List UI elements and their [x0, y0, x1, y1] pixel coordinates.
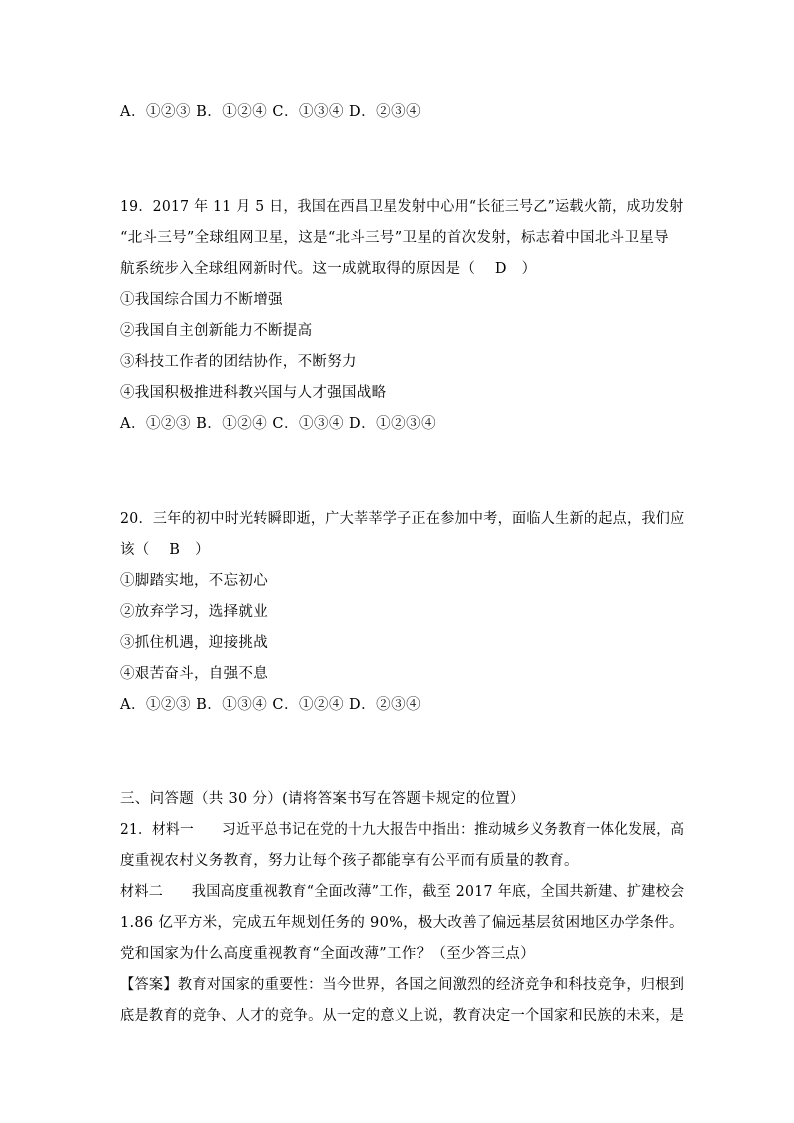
q21-answer-line-1: 【答案】教育对国家的重要性：当今世界，各国之间激烈的经济竞争和科技竞争，归根到	[120, 977, 685, 993]
q20-stem-line-2: 该（ B ）	[120, 542, 210, 558]
q20-item-3: ③抓住机遇，迎接挑战	[120, 635, 268, 651]
q21-line-4: 1.86 亿平方米，完成五年规划任务的 90%，极大改善了偏远基层贫困地区办学条件。	[120, 915, 684, 931]
q21-answer-line-2: 底是教育的竞争、人才的竞争。从一定的意义上说，教育决定一个国家和民族的未来，是	[120, 1008, 685, 1024]
q19-item-4: ④我国积极推进科教兴国与人才强国战略	[120, 385, 387, 401]
q19-item-1: ①我国综合国力不断增强	[120, 292, 283, 308]
q21-question: 党和国家为什么高度重视教育“全面改薄”工作？（至少答三点）	[120, 946, 536, 962]
q20-item-4: ④艰苦奋斗，自强不息	[120, 666, 268, 682]
q18-options: A．①②③ B．①②④ C．①③④ D．②③④	[120, 104, 422, 120]
q19-stem-line-1: 19．2017 年 11 月 5 日，我国在西昌卫星发射中心用“长征三号乙”运载火箭，成功发射	[120, 199, 684, 215]
q19-item-3: ③科技工作者的团结协作，不断努力	[120, 354, 357, 370]
q19-stem-line-2: “北斗三号”全球组网卫星，这是“北斗三号”卫星的首次发射，标志着中国北斗卫星导	[120, 230, 669, 246]
q20-item-2: ②放弃学习，选择就业	[120, 604, 268, 620]
q21-line-1: 21．材料一 习近平总书记在党的十九大报告中指出：推动城乡义务教育一体化发展，高	[120, 822, 685, 838]
q20-stem-line-1: 20．三年的初中时光转瞬即逝，广大莘莘学子正在参加中考，面临人生新的起点，我们应	[120, 511, 685, 527]
section-3-heading: 三、问答题（共 30 分）(请将答案书写在答题卡规定的位置）	[120, 791, 525, 807]
q19-item-2: ②我国自主创新能力不断提高	[120, 323, 313, 339]
q20-options: A．①②③ B．①③④ C．①②④ D．②③④	[120, 697, 422, 713]
q20-item-1: ①脚踏实地，不忘初心	[120, 573, 268, 589]
q19-stem-line-3: 航系统步入全球组网新时代。这一成就取得的原因是（ D ）	[120, 261, 537, 277]
q21-line-2: 度重视农村义务教育，努力让每个孩子都能享有公平而有质量的教育。	[120, 853, 579, 869]
q19-options: A．①②③ B．①②④ C．①③④ D．①②③④	[120, 416, 437, 432]
q21-line-3: 材料二 我国高度重视教育“全面改薄”工作，截至 2017 年底，全国共新建、扩建校会	[120, 884, 685, 900]
